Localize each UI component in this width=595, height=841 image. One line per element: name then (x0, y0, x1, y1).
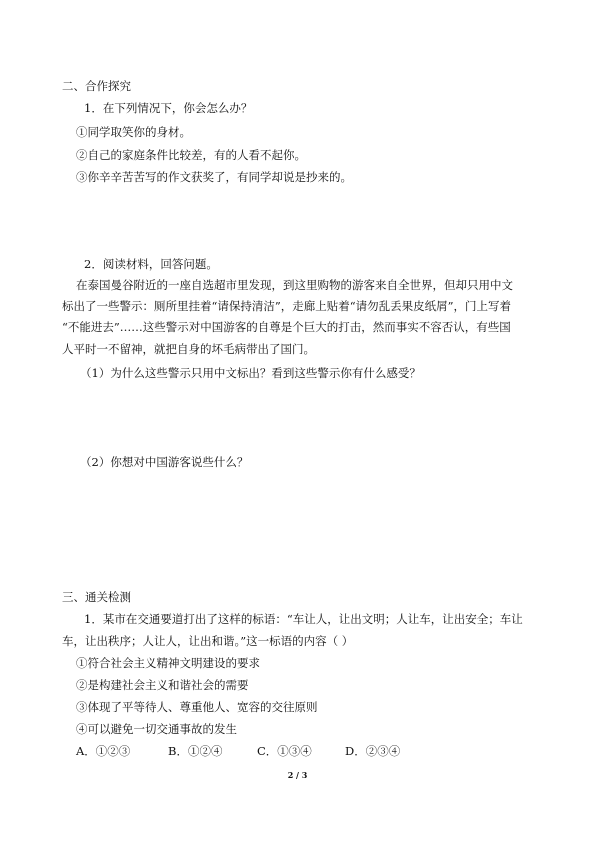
answer-option-b: B．①②④ (168, 744, 223, 758)
test-question-1-item: ④可以避免一切交通事故的发生 (76, 722, 237, 736)
question-2-sub-2: （2）你想对中国游客说些什么？ (80, 455, 249, 469)
question-2-sub-1: （1）为什么这些警示只用中文标出？看到这些警示你有什么感受？ (80, 366, 421, 380)
answer-option-c: C．①③④ (257, 744, 312, 758)
question-2-stem: 2．阅读材料，回答问题。 (84, 257, 218, 271)
section-heading-cooperative-inquiry: 二、合作探究 (62, 79, 131, 93)
question-1-item: ③你辛辛苦苦写的作文获奖了，有同学却说是抄来的。 (76, 170, 352, 184)
test-question-1-stem-line: 1．某市在交通要道打出了这样的标语：“车让人，让出文明；人让车，让出安全；车让 (84, 612, 523, 626)
passage-line: 标出了一些警示：厕所里挂着“请保持清洁”，走廊上贴着“请勿乱丢果皮纸屑”，门上写着 (62, 299, 512, 313)
question-1-item: ②自己的家庭条件比较差，有的人看不起你。 (76, 148, 306, 162)
test-question-1-item: ①符合社会主义精神文明建设的要求 (76, 656, 260, 670)
passage-line: 人平时一不留神，就把自身的坏毛病带出了国门。 (62, 342, 315, 356)
answer-option-a: A．①②③ (76, 744, 131, 758)
page-number: 2 / 3 (287, 770, 308, 780)
question-1-stem: 1．在下列情况下，你会怎么办？ (84, 101, 253, 115)
test-question-1-item: ③体现了平等待人、尊重他人、宽容的交往原则 (76, 700, 318, 714)
answer-option-d: D．②③④ (345, 744, 401, 758)
passage-line: “不能进去”……这些警示对中国游客的自尊是个巨大的打击，然而事实不容否认，有些国 (62, 320, 511, 334)
test-question-1-stem-line: 车，让出秩序；人让人，让出和谐。”这一标语的内容（ ） (62, 634, 354, 648)
question-1-item: ①同学取笑你的身材。 (76, 125, 191, 139)
passage-line: 在泰国曼谷附近的一座自选超市里发现，到这里购物的游客来自全世界，但却只用中文 (76, 278, 513, 292)
section-heading-checkpoint-test: 三、通关检测 (62, 590, 131, 604)
test-question-1-item: ②是构建社会主义和谐社会的需要 (76, 678, 249, 692)
